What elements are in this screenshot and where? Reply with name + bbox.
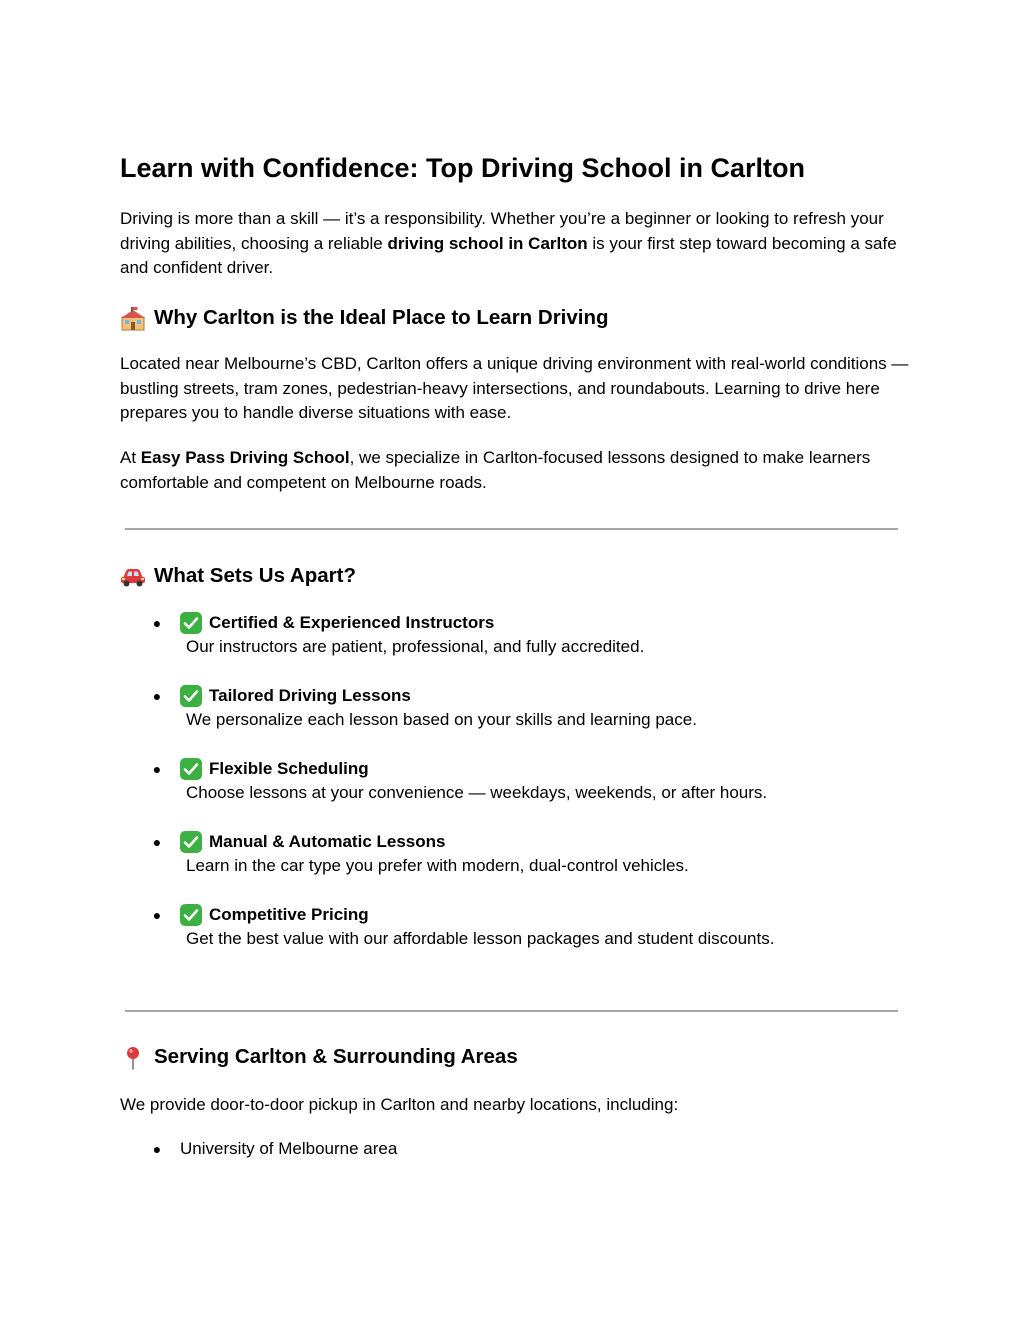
section3-paragraph: We provide door-to-door pickup in Carlton and nearby locations, including: xyxy=(120,1095,679,1114)
feature-title: Certified & Experienced Instructors xyxy=(209,613,495,632)
intro-paragraph xyxy=(120,207,910,281)
feature-title: Flexible Scheduling xyxy=(209,759,369,778)
feature-title: Manual & Automatic Lessons xyxy=(209,832,446,851)
intro-bold-text: driving school in Carlton xyxy=(387,233,588,253)
section-heading-text: Why Carlton is the Ideal Place to Learn Driving xyxy=(154,306,609,329)
section1-paragraph-1: Located near Melbourne’s CBD, Carlton offers a unique driving environment with real-world conditions — bustling streets, tram zones, pedestrian-heavy intersections, and roundabouts. Learning to drive here prepares you to handle diverse situations with ease. xyxy=(120,354,909,422)
school-icon xyxy=(120,307,146,329)
horizontal-divider xyxy=(125,528,898,530)
section-heading-why-carlton xyxy=(120,304,920,332)
section1-paragraph-2 xyxy=(120,446,910,495)
check-mark-icon xyxy=(180,758,202,780)
feature-description: We personalize each lesson based on your skills and learning pace. xyxy=(186,710,697,729)
feature-title: Tailored Driving Lessons xyxy=(209,686,411,705)
feature-description: Our instructors are patient, professional, and fully accredited. xyxy=(186,637,645,656)
pin-icon xyxy=(120,1046,146,1068)
bullet-marker: ● xyxy=(152,1141,162,1157)
check-mark-icon xyxy=(180,831,202,853)
bullet-marker: ● xyxy=(152,907,162,923)
intro-text-2: is your first step toward becoming a safe and confident driver. xyxy=(120,233,897,277)
section-heading-text: Serving Carlton & Surrounding Areas xyxy=(154,1045,518,1068)
check-mark-icon xyxy=(180,904,202,926)
feature-description: Choose lessons at your convenience — weekdays, weekends, or after hours. xyxy=(186,783,768,802)
section-heading-text: What Sets Us Apart? xyxy=(154,564,356,587)
section-heading-what-sets-us-apart xyxy=(120,562,920,590)
car-icon xyxy=(120,565,146,587)
bullet-marker: ● xyxy=(152,688,162,704)
section-heading-serving-areas xyxy=(120,1043,920,1071)
horizontal-divider xyxy=(125,1010,898,1012)
intro-text-1: Driving is more than a skill — it’s a responsibility. Whether you’re a beginner or looking to refresh your driving abilities, choosing a reliable xyxy=(120,209,884,253)
page-title: Learn with Confidence: Top Driving School in Carlton xyxy=(120,153,806,183)
bullet-marker: ● xyxy=(152,834,162,850)
para2-prefix: At xyxy=(120,448,141,467)
check-mark-icon xyxy=(180,612,202,634)
feature-description: Learn in the car type you prefer with modern, dual-control vehicles. xyxy=(186,856,689,875)
school-name-bold: Easy Pass Driving School xyxy=(140,448,350,467)
feature-title: Competitive Pricing xyxy=(209,905,369,924)
bullet-marker: ● xyxy=(152,761,162,777)
check-mark-icon xyxy=(180,685,202,707)
para2-suffix: , we specialize in Carlton-focused lessons designed to make learners comfortable and competent on Melbourne roads. xyxy=(120,448,871,492)
bullet-marker: ● xyxy=(152,615,162,631)
feature-description: Get the best value with our affordable lesson packages and student discounts. xyxy=(186,929,775,948)
area-name: University of Melbourne area xyxy=(180,1139,398,1158)
